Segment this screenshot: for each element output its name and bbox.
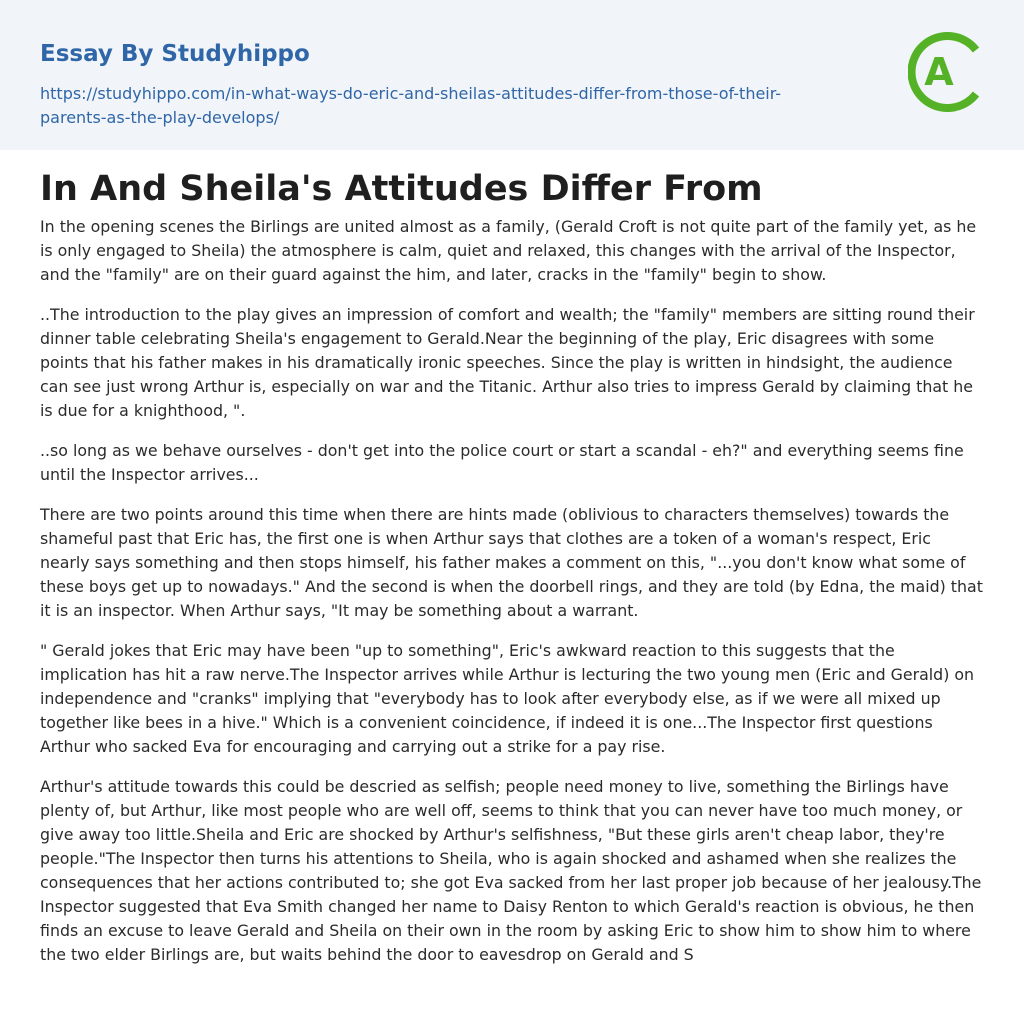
paragraph: Arthur's attitude towards this could be descried as selfish; people need money to live, something the Birlings have plenty of, but Arthur, like most people who are well off, seems to think that you can never have too much money, or give away too little.Sheila and Eric are shocked by Arthur's selfishness, "But these girls aren't cheap labor, they're people."The Inspector then turns his attentions to Sheila, who is again shocked and ashamed when she realizes the consequences that her actions contributed to; she got Eva sacked from her last proper job because of her jealousy.The Inspector suggested that Eva Smith changed her name to Daisy Renton to which Gerald's reaction is obvious, he then finds an excuse to leave Gerald and Sheila on their own in the room by asking Eric to show him to show him to where the two elder Birlings are, but waits behind the door to eavesdrop on Gerald and S bbox=[40, 777, 982, 964]
paragraph: ..so long as we behave ourselves - don't get into the police court or start a scandal - eh?" and everything seems fine until the Inspector arrives... bbox=[40, 441, 964, 484]
essay-title: In And Sheila's Attitudes Differ From bbox=[40, 169, 763, 209]
page-header bbox=[0, 0, 1024, 150]
paragraph: In the opening scenes the Birlings are united almost as a family, (Gerald Croft is not quite part of the family yet, as he is only engaged to Sheila) the atmosphere is calm, quiet and relaxed, this changes with the arrival of the Inspector, and the "family" are on their guard against the him, and later, cracks in the "family" begin to show. bbox=[40, 217, 977, 284]
logo-letter: A bbox=[924, 50, 954, 94]
paragraph: " Gerald jokes that Eric may have been "up to something", Eric's awkward reaction to this suggests that the implication has hit a raw nerve.The Inspector arrives while Arthur is lecturing the two young men (Eric and Gerald) on independence and "cranks" implying that "everybody has to look after everybody else, as if we were all mixed up together like bees in a hive." Which is a convenient coincidence, if indeed it is one...The Inspector first questions Arthur who sacked Eva for encouraging and carrying out a strike for a pay rise. bbox=[40, 641, 975, 756]
paragraph: ..The introduction to the play gives an impression of comfort and wealth; the "family" members are sitting round their dinner table celebrating Sheila's engagement to Gerald.Near the beginning of the play, Eric disagrees with some points that his father makes in his dramatically ironic speeches. Since the play is written in hindsight, the audience can see just wrong Arthur is, especially on war and the Titanic. Arthur also tries to impress Gerald by claiming that he is due for a knighthood, ". bbox=[40, 305, 975, 420]
site-brand[interactable]: Essay By Studyhippo bbox=[40, 41, 310, 67]
essay-body bbox=[40, 215, 984, 983]
paragraph: There are two points around this time when there are hints made (oblivious to characters themselves) towards the shameful past that Eric has, the first one is when Arthur says that clothes are a token of a woman's respect, Eric nearly says something and then stops himself, his father makes a comment on this, "...you don't know what some of these boys get up to nowadays." And the second is when the doorbell rings, and they are told (by Edna, the maid) that it is an inspector. When Arthur says, "It may be something about a warrant. bbox=[40, 505, 983, 620]
source-url-link[interactable]: https://studyhippo.com/in-what-ways-do-eric-and-sheilas-attitudes-differ-from-those-of-their-parents-as-the-play-develops/ bbox=[40, 84, 782, 127]
logo-icon[interactable] bbox=[908, 28, 988, 116]
